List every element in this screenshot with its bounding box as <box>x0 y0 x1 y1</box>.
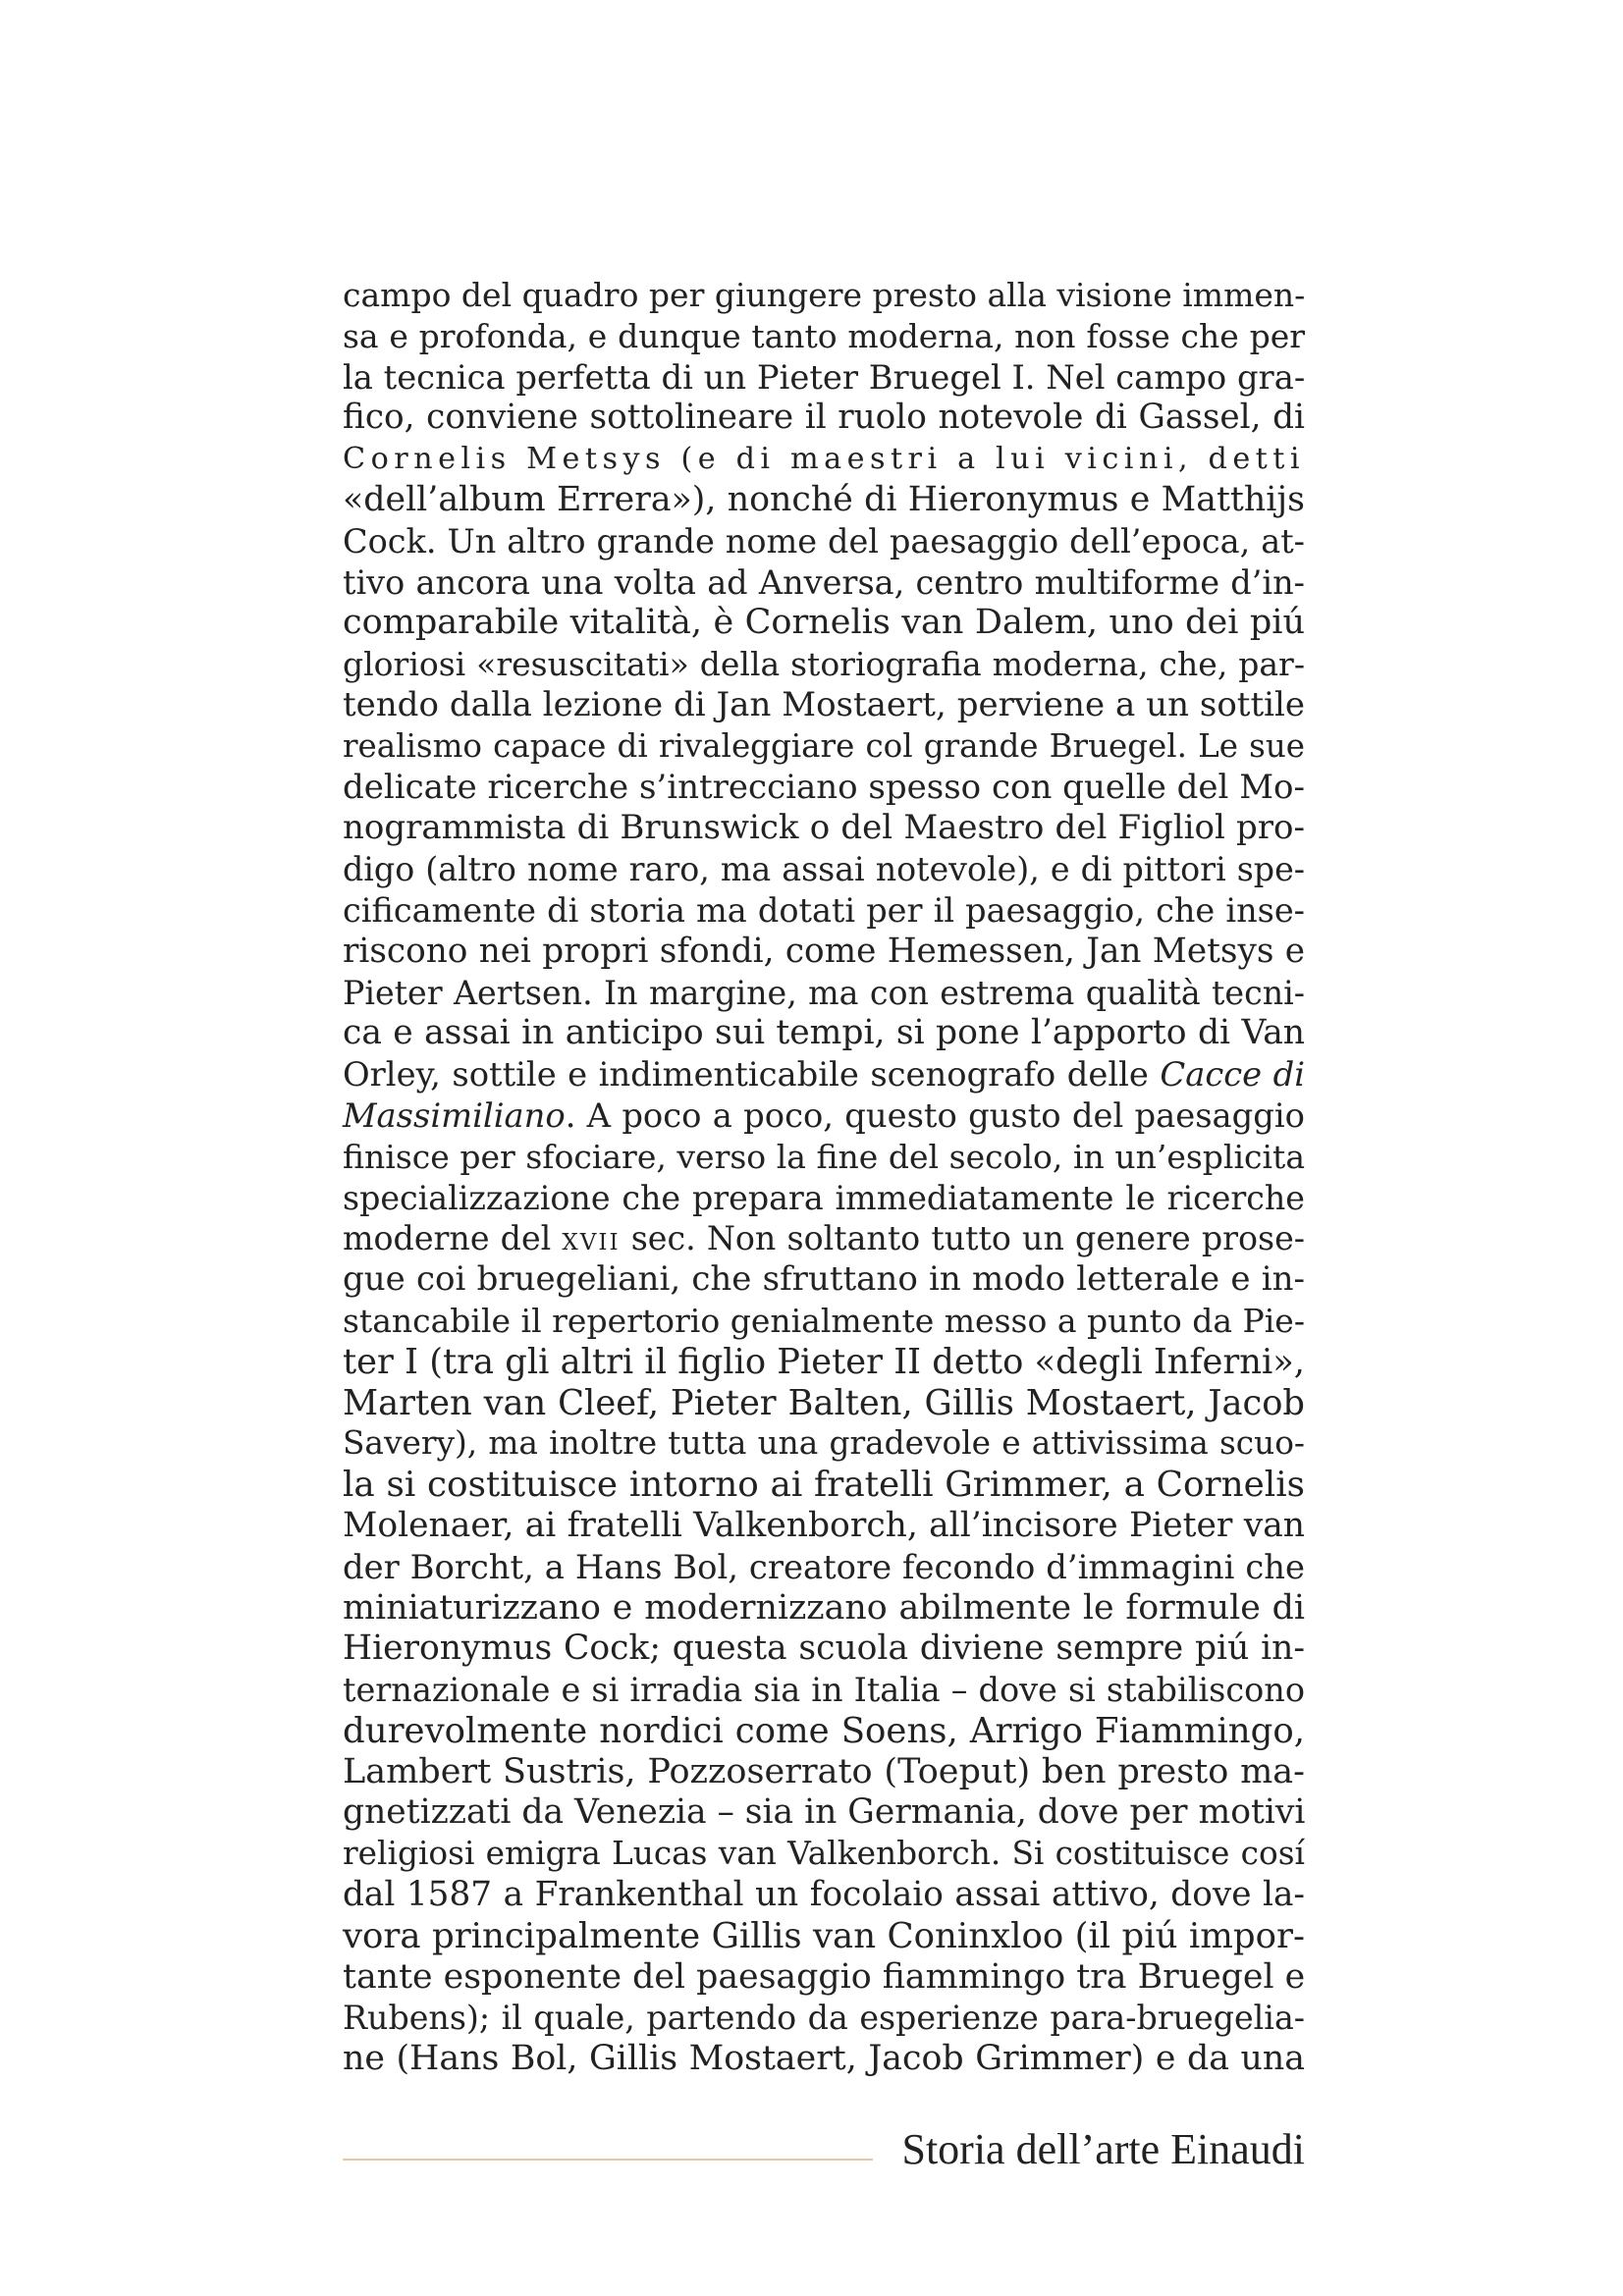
text-line: ca e assai in anticipo sui tempi, si pone l’apporto di Van <box>343 1013 1305 1053</box>
text-line: «dell’album Errera»), nonché di Hieronymus e Matthijs <box>343 479 1305 519</box>
text-line <box>343 1054 1305 1095</box>
text-line: Marten van Cleef, Pieter Balten, Gillis Mostaert, Jacob <box>343 1382 1305 1423</box>
text-line: ne (Hans Bol, Gillis Mostaert, Jacob Grimmer) e da una <box>343 2039 1305 2079</box>
text-line: Rubens); il quale, partendo da esperienze para-bruegelia- <box>343 1999 1305 2038</box>
text-line: realismo capace di rivaleggiare col grande Bruegel. Le sue <box>343 726 1305 765</box>
text-line: ter I (tra gli altri il figlio Pieter II detto «degli Inferni», <box>343 1341 1305 1382</box>
century-numeral: xvii <box>562 1219 621 1258</box>
text-line: la tecnica perfetta di un Pieter Bruegel I. Nel campo gra- <box>343 357 1306 397</box>
text-line: Cornelis Metsys (e di maestri a lui vicini, detti <box>343 442 1305 477</box>
text-line: fico, conviene sottolineare il ruolo notevole di Gassel, di <box>343 398 1305 438</box>
text-line: stancabile il repertorio genialmente messo a punto da Pie- <box>343 1301 1305 1340</box>
italic-title: Cacce di <box>1160 1055 1305 1095</box>
text-line: campo del quadro per giungere presto alla visione immen- <box>343 276 1306 314</box>
text-line: der Borcht, a Hans Bol, creatore fecondo d’immagini che <box>343 1547 1305 1586</box>
page-footer <box>343 2120 1305 2179</box>
text-line: Lambert Sustris, Pozzoserrato (Toeput) ben presto ma- <box>343 1751 1305 1791</box>
text-line: digo (altro nome raro, ma assai notevole), e di pittori spe- <box>343 850 1305 889</box>
text-line: Pieter Aertsen. In margine, ma con estrema qualità tecni- <box>343 973 1305 1012</box>
text-line: riscono nei propri sfondi, come Hemessen, Jan Metsys e <box>343 931 1305 971</box>
text-line: nogrammista di Brunswick o del Maestro del Figliol pro- <box>343 808 1305 848</box>
footer-rule <box>343 2159 873 2161</box>
text-line: cificamente di storia ma dotati per il paesaggio, che inse- <box>343 890 1305 930</box>
text-line: specializzazione che prepara immediatamente le ricerche <box>343 1178 1305 1217</box>
text-line: gnetizzati da Venezia – sia in Germania, dove per motivi <box>343 1792 1306 1833</box>
text-line: dal 1587 a Frankenthal un focolaio assai attivo, dove la- <box>343 1875 1305 1915</box>
text-line: tivo ancora una volta ad Anversa, centro multiforme d’in- <box>343 562 1305 602</box>
text-segment: sec. Non soltanto tutto un genere prose- <box>620 1219 1305 1258</box>
text-line: Molenaer, ai fratelli Valkenborch, all’incisore Pieter van <box>343 1505 1305 1545</box>
text-segment: Orley, sottile e indimenticabile scenografo delle <box>343 1055 1161 1095</box>
text-line: gue coi bruegeliani, che sfruttano in modo letterale e in- <box>343 1259 1305 1300</box>
italic-title: Massimiliano <box>343 1095 566 1135</box>
text-line: tendo dalla lezione di Jan Mostaert, perviene a un sottile <box>343 684 1305 724</box>
text-line: Savery), ma inoltre tutta una gradevole e attivissima scuo- <box>343 1424 1305 1463</box>
text-line: finisce per sfociare, verso la fine del secolo, in un’esplicita <box>343 1137 1305 1176</box>
text-line: comparabile vitalità, è Cornelis van Dalem, uno dei piú <box>343 603 1305 643</box>
text-line: Cock. Un altro grande nome del paesaggio dell’epoca, at- <box>343 521 1305 561</box>
text-line: sa e profonda, e dunque tanto moderna, non fosse che per <box>343 316 1305 355</box>
text-line: la si costituisce intorno ai fratelli Grimmer, a Cornelis <box>343 1465 1305 1506</box>
text-line: ternazionale e si irradia sia in Italia – dove si stabiliscono <box>343 1671 1305 1710</box>
text-line: miniaturizzano e modernizzano abilmente le formule di <box>343 1587 1305 1628</box>
text-line: delicate ricerche s’intrecciano spesso con quelle del Mo- <box>343 767 1305 807</box>
body-text <box>343 275 1305 2080</box>
text-line <box>343 1218 1305 1259</box>
text-segment: . A poco a poco, questo gusto del paesaggio <box>565 1095 1305 1135</box>
text-line: durevolmente nordici come Soens, Arrigo Fiammingo, <box>343 1710 1305 1751</box>
footer-title: Storia dell’arte Einaudi <box>901 2125 1305 2173</box>
text-line: tante esponente del paesaggio fiammingo tra Bruegel e <box>343 1956 1306 1997</box>
text-line: vora principalmente Gillis van Coninxloo (il piú impor- <box>343 1915 1305 1956</box>
text-segment: moderne del <box>343 1219 563 1258</box>
text-line: gloriosi «resuscitati» della storiografia moderna, che, par- <box>343 645 1305 684</box>
text-line <box>343 1095 1305 1137</box>
text-line: Hieronymus Cock; questa scuola diviene sempre piú in- <box>343 1629 1305 1669</box>
text-line: religiosi emigra Lucas van Valkenborch. Si costituisce cosí <box>343 1835 1305 1873</box>
